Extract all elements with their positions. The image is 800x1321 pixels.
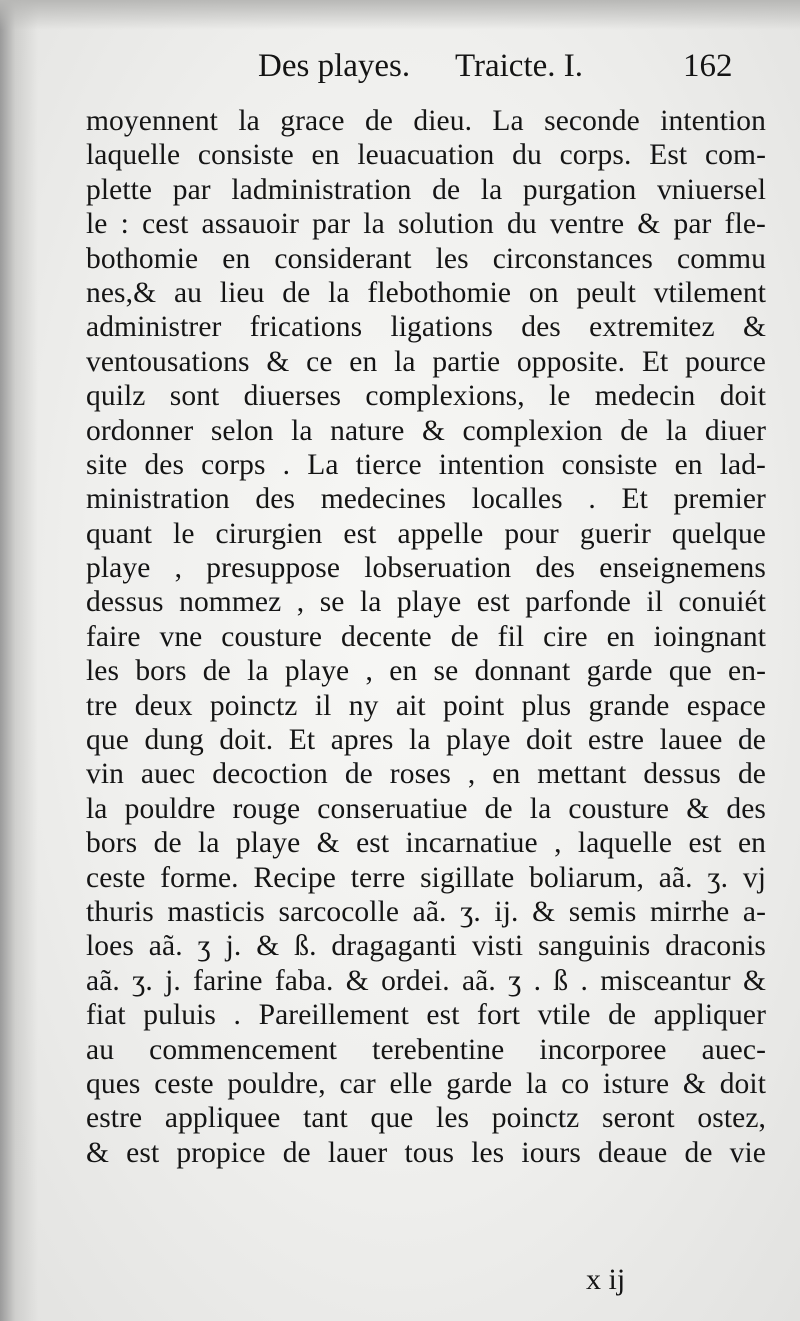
signature-mark: x ij (586, 1263, 626, 1296)
text-line: site des corps . La tierce intention consiste en lad- (86, 448, 766, 481)
text-line: estre appliquee tant que les poinctz seront ostez, (86, 1102, 766, 1135)
text-line: que dung doit. Et apres la playe doit estre lauee de (86, 724, 766, 757)
top-edge-shadow (0, 0, 800, 30)
text-line: tre deux poinctz il ny ait point plus grande espace (86, 689, 766, 722)
text-line: moyennent la grace de dieu. La seconde intention (86, 105, 766, 137)
text-line: les bors de la playe , en se donnant garde que en- (86, 655, 766, 688)
text-line: nes,& au lieu de la flebothomie on peult vtilement (86, 276, 766, 309)
gutter-shadow (0, 0, 38, 1321)
text-line: au commencement terebentine incorporee auec- (86, 1033, 766, 1066)
text-line: fiat puluis . Pareillement est fort vtile de appliquer (86, 999, 766, 1032)
text-line: ventousations & ce en la partie opposite. Et pource (86, 345, 766, 378)
text-line: ordonner selon la nature & complexion de la diuer (86, 414, 766, 447)
text-line: vin auec decoction de roses , en mettant dessus de (86, 758, 766, 791)
text-line: playe , presuppose lobseruation des enseignemens (86, 552, 766, 585)
text-line: laquelle consiste en leuacuation du corps. Est com- (86, 139, 766, 172)
text-line: ceste forme. Recipe terre sigillate boliarum, aã. ʒ. vj (86, 861, 766, 894)
text-line: quilz sont diuerses complexions, le medecin doit (86, 380, 766, 413)
text-line: bors de la playe & est incarnatiue , laquelle est en (86, 827, 766, 860)
text-line: faire vne cousture decente de fil cire en ioingnant (86, 620, 766, 653)
text-line: quant le cirurgien est appelle pour guerir quelque (86, 517, 766, 550)
text-line: administrer frications ligations des extremitez & (86, 311, 766, 344)
text-line: & est propice de lauer tous les iours deaue de vie (86, 1136, 766, 1169)
text-line: la pouldre rouge conseruatiue de la cousture & des (86, 792, 766, 825)
text-line: bothomie en considerant les circonstances commu (86, 242, 766, 275)
text-line: plette par ladministration de la purgation vniuersel (86, 173, 766, 206)
text-line: ques ceste pouldre, car elle garde la co isture & doit (86, 1067, 766, 1100)
text-line: aã. ʒ. j. farine faba. & ordei. aã. ʒ . ß . misceantur & (86, 964, 766, 997)
text-line: thuris masticis sarcocolle aã. ʒ. ij. & semis mirrhe a- (86, 895, 766, 928)
text-line: loes aã. ʒ j. & ß. dragaganti visti sanguinis draconis (86, 930, 766, 963)
body-text (86, 104, 766, 1170)
running-head-treatise: Traicte. I. (455, 48, 584, 84)
running-head-title: Des playes. (258, 48, 411, 84)
folio-number: 162 (683, 48, 733, 84)
running-head (0, 48, 800, 98)
text-line: dessus nommez , se la playe est parfonde il conuiét (86, 586, 766, 619)
text-line: le : cest assauoir par la solution du ventre & par fle- (86, 208, 766, 241)
text-line: ministration des medecines localles . Et premier (86, 483, 766, 516)
